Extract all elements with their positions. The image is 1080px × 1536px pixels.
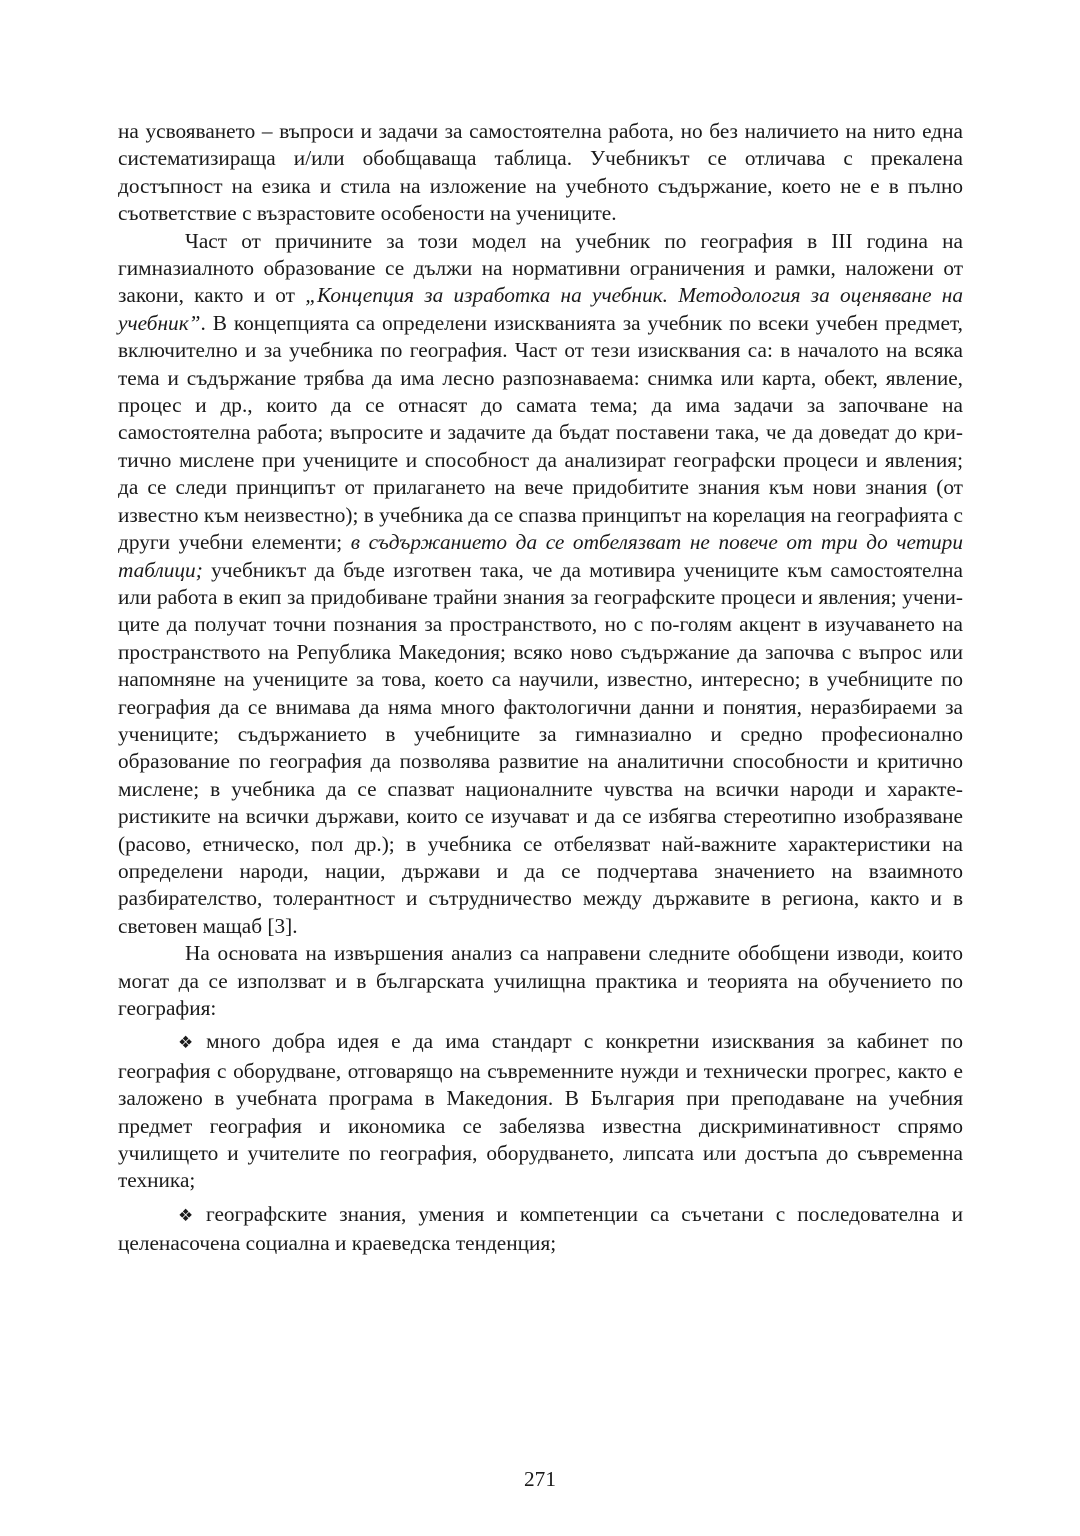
bullet-text: много добра идея е да има стандарт с конкретни изисквания за кабинет по география с оборудване, отговарящо на съвременните нужди и технически прогрес, както е заложено в учебната програма в Македония. В България при преподаване на учебния предмет география и икономика се забелязва известна дискриминативност спрямо училището и учителите по география, оборудването, липсата или достъпа до съвременна техника; xyxy=(118,1029,963,1193)
paragraph-text: учебникът да бъде изготвен така, че да мотивира учениците към самостоятелна или работа в екип за придобиване трайни знания за географските процеси и явления; учениците да получат точни познания за пространството, но с по-голям акцент в изучаването на пространството на Република Македония; всяко ново съдържание да започва с въпрос или напомняне на учениците за това, което са научили, известно, интересно; в учебниците по география да се внимава да няма много фактологични данни и понятия, неразбираеми за учениците; съдържанието в учебниците за гимназиално и средно професионално образование по география да позволява развитие на аналитични способности и критично мислене; в учебника да се спазват националните чувства на всички народи и характеристиките на всички държави, които се изучават и да се избягва стереотипно изобразяване (расово, етническо, пол др.); в учебника се отбелязват най-важните характеристики на определени народи, нации, държави и да се подчертава значението на взаимното разбирателство, толерантност и сътрудничество между държавите в региона, както и в световен мащаб [3]. xyxy=(118,557,963,938)
paragraph-text: Част от причините за този модел на учебник по география в III година на гимназиалното образование се дължи на нормативни ограничения и рамки, наложени от закони, както и от xyxy=(118,228,963,308)
bullet-item-cabinet-standard xyxy=(118,1028,963,1194)
bullet-item-competencies xyxy=(118,1201,963,1258)
bullet-text: географските знания, умения и компетенции са съчетани с последователна и целенасочена социална и краеведска тенденция; xyxy=(118,1201,963,1256)
four-diamond-bullet-icon: ❖ xyxy=(178,1205,200,1226)
paragraph-text: . В концепцията са определени изискванията за учебник по всеки учебен предмет, включително и за учебника по география. Част от тези изисквания са: в началото на всяка тема и съдържание трябва да има лесно разпознаваема: снимка или карта, обект, явление, процес и др., които да се отнасят до самата тема; да има задачи за започване на самостоятелна работа; въпросите и задачите да бъдат поставени така, че да доведат до критично мислене при учениците и способност да анализират географски процеси и явления; да се следи принципът от прилагането на вече придобитите знания към нови знания (от известно към неизвестно); в учебника да се спазва принципът на корелация на географията с други учебни елементи; xyxy=(118,310,963,555)
page-number: 271 xyxy=(524,1467,556,1491)
italic-concept-title: „Концепция за изработка на учебник. Методология за оценяване на учебник” xyxy=(118,283,963,335)
paragraph-textbook-requirements xyxy=(118,228,963,941)
page-body xyxy=(118,118,963,1258)
paragraph-continuation: на усвояването – въпроси и задачи за самостоятелна работа, но без наличието на нито една систематизираща и/или обобщаваща таблица. Учебникът се отличава с прекалена достъпност на езика и стила на изложение на учебното съдържание, което не е в пълно съответствие с възрастовите особености на учениците. xyxy=(118,119,963,226)
four-diamond-bullet-icon: ❖ xyxy=(178,1033,201,1054)
italic-tables-requirement: в съдържанието да се отбелязват не повече от три до четири таблици; xyxy=(118,530,963,582)
paragraph-conclusions-intro: На основата на извършения анализ са направени следните обобщени изводи, които могат да се използват и в българската училищна практика и теорията на обучението по география: xyxy=(118,941,963,1020)
